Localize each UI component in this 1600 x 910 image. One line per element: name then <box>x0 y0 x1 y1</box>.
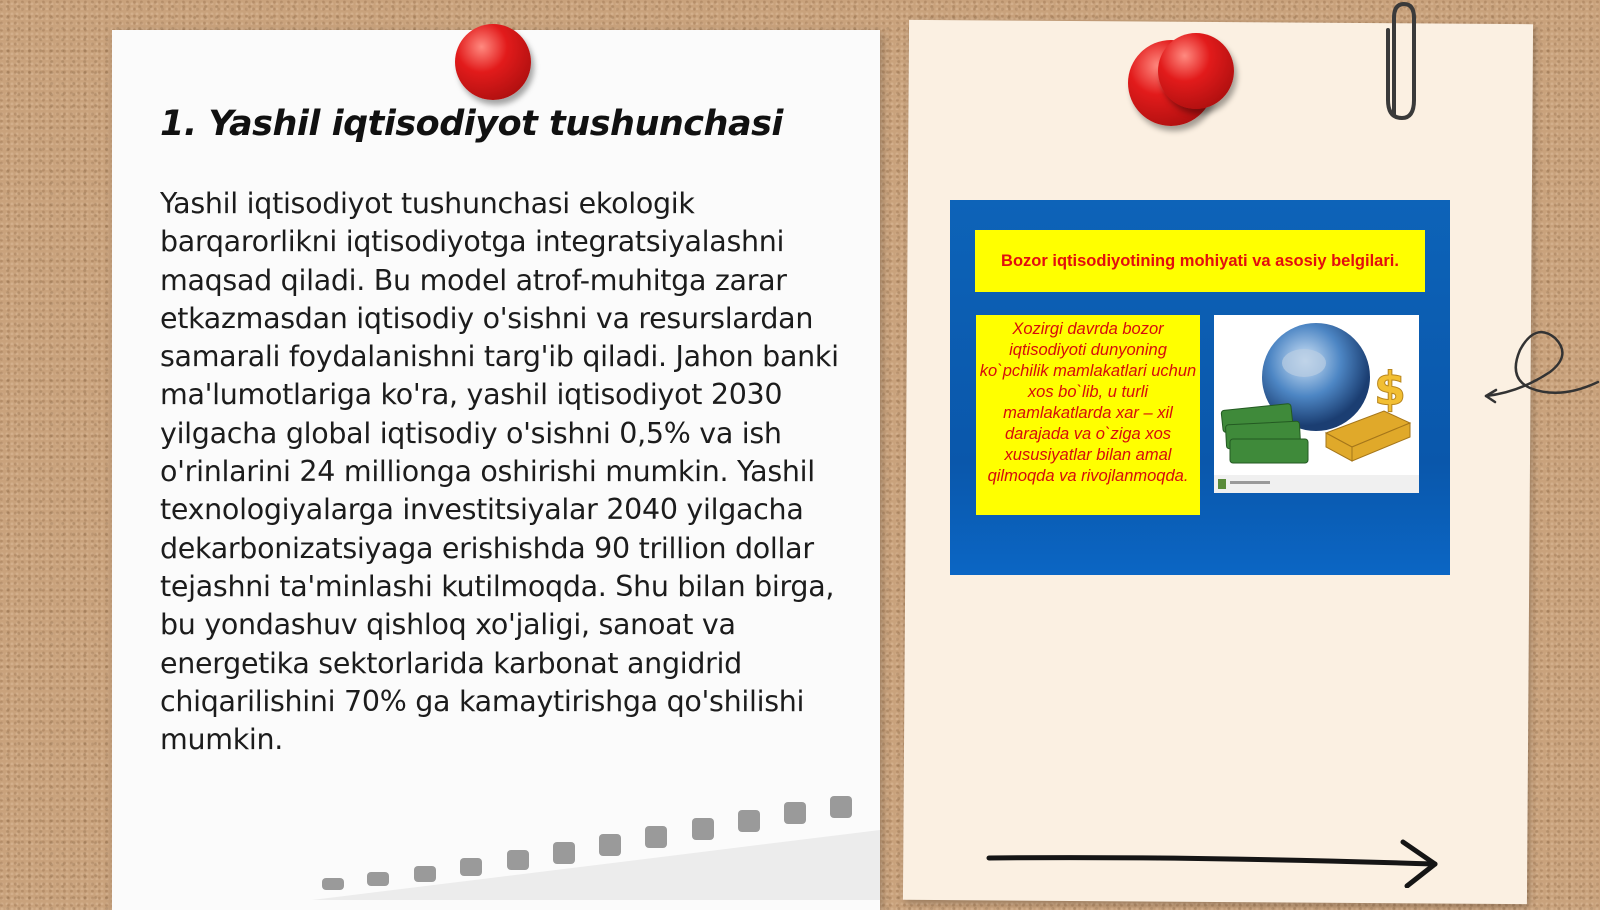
svg-text:$: $ <box>1374 362 1407 416</box>
body-paragraph: Yashil iqtisodiyot tushunchasi ekologik barqarorlikni iqtisodiyotga integratsiyalashni maqsad qiladi. Bu model atrof-muhitga zarar etkazmasdan iqtisodiy o'sishni va resurslardan samarali foydalanishni targ'ib qiladi. Jahon banki ma'lumotlariga ko'ra, yashil iqtisodiyot 2030 yilgacha global iqtisodiy o'sishni 0,5% va ish o'rinlarini 24 millionga oshirishi mumkin. Yashil texnologiyalarga investitsiyalar 2040 yilgacha dekarbonizatsiyaga erishishda 90 trillion dollar tejashni ta'minlashi kutilmoqda. Shu bilan birga, bu yondashuv qishloq xo'jaligi, sanoat va energetika sektorlarida karbonat angidrid chiqarilishini 70% ga kamaytirishga qo'shilishi mumkin. <box>160 187 839 757</box>
page-title: 1. Yashil iqtisodiyot tushunchasi <box>160 104 783 144</box>
embedded-slide <box>950 200 1450 575</box>
slide-header: Bozor iqtisodiyotining mohiyati va asosiy belgilari. <box>975 230 1425 292</box>
slide-text-box: Xozirgi davrda bozor iqtisodiyoti dunyoning ko`pchilik mamlakatlari uchun xos bo`lib, u turli mamlakatlarda xar – xil darajada va o`ziga xos xususiyatlar bilan amal qilmoqda va rivojlanmoqda. <box>976 315 1200 515</box>
red-pushpin-head-icon <box>1158 33 1234 109</box>
red-pushpin-icon <box>455 24 531 100</box>
right-arrow-icon <box>985 838 1445 888</box>
torn-edge-decoration <box>112 790 880 900</box>
globe-money-icon <box>1214 315 1419 493</box>
curly-arrow-doodle-icon <box>1480 310 1600 410</box>
paperclip-icon <box>1380 0 1424 125</box>
